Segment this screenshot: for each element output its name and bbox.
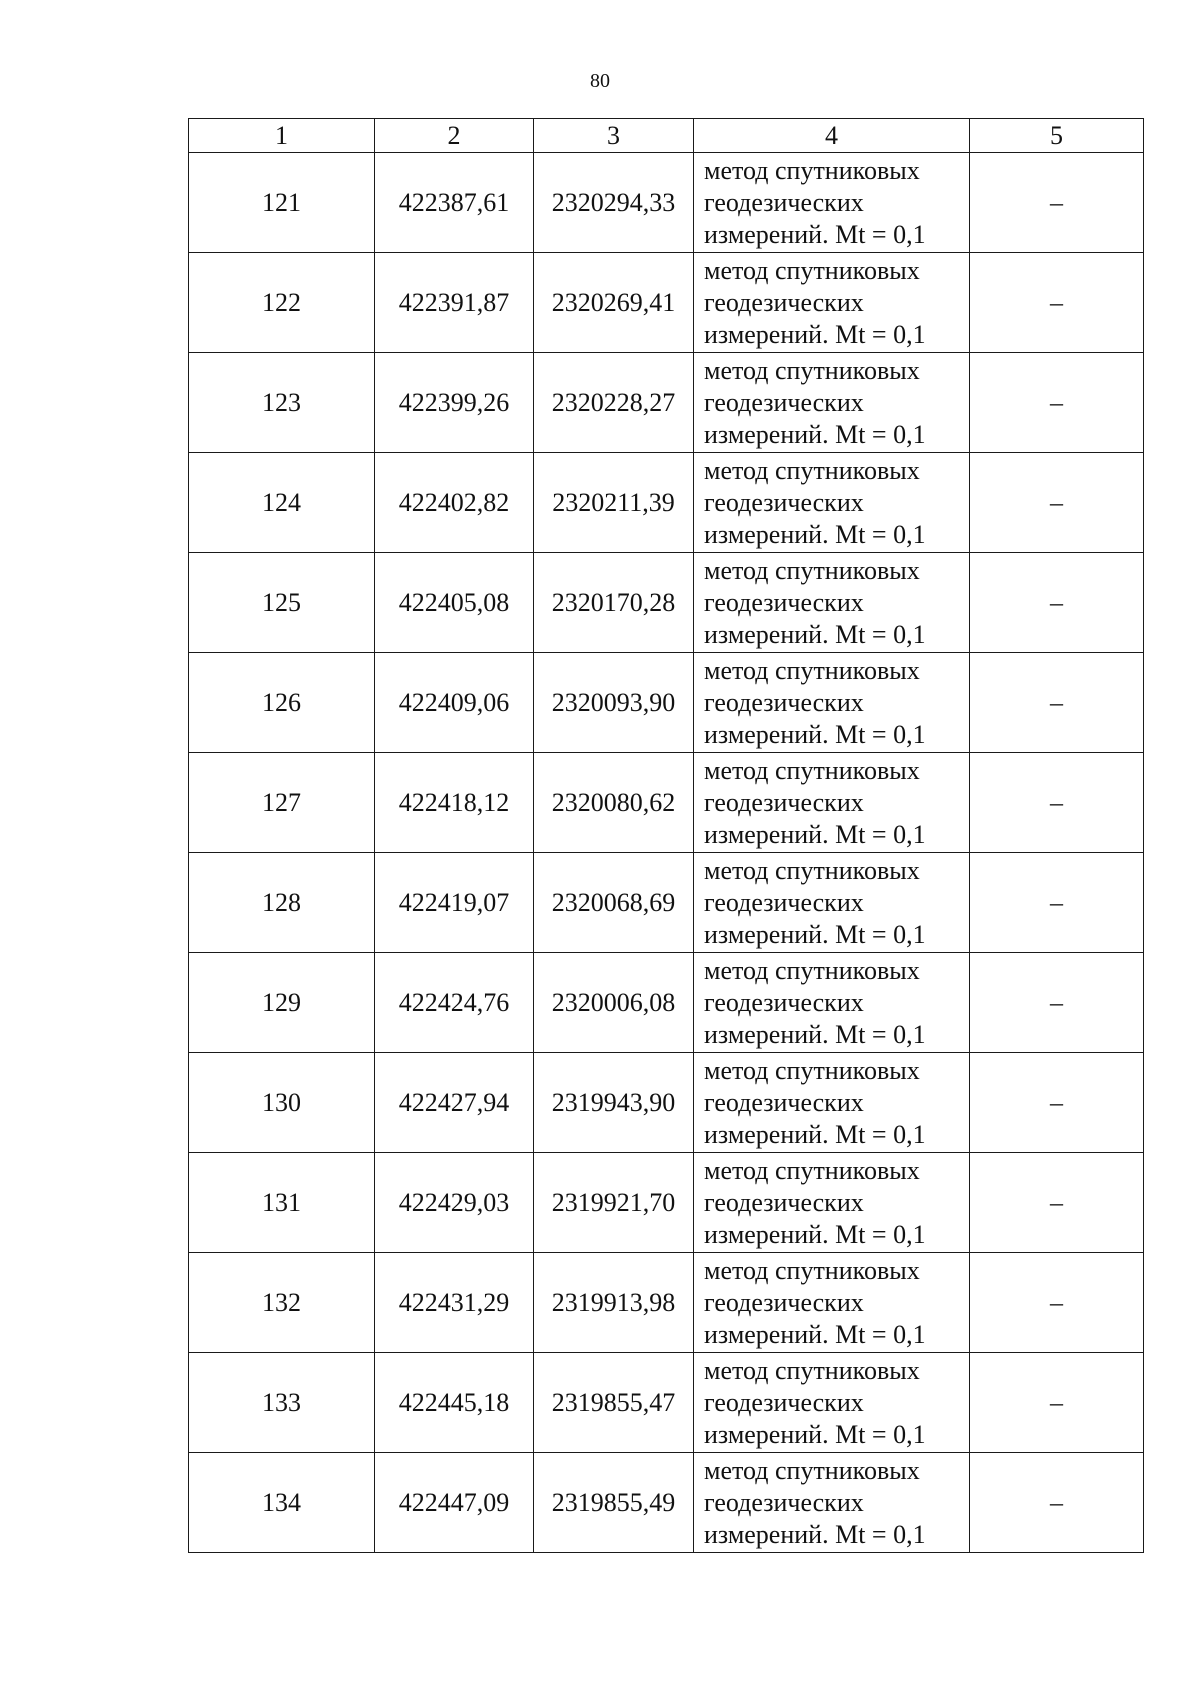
method-line-2: геодезических xyxy=(704,1287,864,1317)
point-number: 128 xyxy=(189,853,375,953)
method-line-1: метод спутниковых xyxy=(704,1255,920,1285)
point-number: 133 xyxy=(189,1353,375,1453)
method-line-2: геодезических xyxy=(704,787,864,817)
coordinate-x: 422431,29 xyxy=(375,1253,534,1353)
note-cell: – xyxy=(970,1453,1144,1553)
method-line-3: измерений. Mt = 0,1 xyxy=(704,1419,926,1449)
coordinate-y: 2320068,69 xyxy=(534,853,694,953)
table-row xyxy=(189,1353,1144,1453)
method-cell xyxy=(694,1453,970,1553)
method-line-1: метод спутниковых xyxy=(704,255,920,285)
page-number: 80 xyxy=(590,70,610,92)
point-number: 127 xyxy=(189,753,375,853)
note-cell: – xyxy=(970,1153,1144,1253)
method-cell xyxy=(694,1053,970,1153)
point-number: 129 xyxy=(189,953,375,1053)
method-line-3: измерений. Mt = 0,1 xyxy=(704,419,926,449)
note-cell: – xyxy=(970,453,1144,553)
method-line-1: метод спутниковых xyxy=(704,855,920,885)
coordinate-x: 422387,61 xyxy=(375,153,534,253)
table-row xyxy=(189,153,1144,253)
coordinate-y: 2320211,39 xyxy=(534,453,694,553)
table-row xyxy=(189,553,1144,653)
method-line-2: геодезических xyxy=(704,187,864,217)
method-line-2: геодезических xyxy=(704,287,864,317)
method-line-3: измерений. Mt = 0,1 xyxy=(704,519,926,549)
coordinate-y: 2319943,90 xyxy=(534,1053,694,1153)
point-number: 132 xyxy=(189,1253,375,1353)
coordinate-x: 422409,06 xyxy=(375,653,534,753)
method-line-3: измерений. Mt = 0,1 xyxy=(704,1519,926,1549)
method-line-3: измерений. Mt = 0,1 xyxy=(704,1319,926,1349)
method-line-2: геодезических xyxy=(704,1387,864,1417)
table-row xyxy=(189,953,1144,1053)
note-cell: – xyxy=(970,253,1144,353)
method-cell xyxy=(694,753,970,853)
coordinate-x: 422447,09 xyxy=(375,1453,534,1553)
coordinate-y: 2320294,33 xyxy=(534,153,694,253)
note-cell: – xyxy=(970,953,1144,1053)
method-line-1: метод спутниковых xyxy=(704,755,920,785)
table-row xyxy=(189,353,1144,453)
method-cell xyxy=(694,353,970,453)
point-number: 130 xyxy=(189,1053,375,1153)
method-line-1: метод спутниковых xyxy=(704,1155,920,1185)
point-number: 125 xyxy=(189,553,375,653)
table-row xyxy=(189,1153,1144,1253)
method-line-3: измерений. Mt = 0,1 xyxy=(704,1219,926,1249)
column-header-3: 3 xyxy=(534,119,694,153)
method-line-3: измерений. Mt = 0,1 xyxy=(704,1019,926,1049)
coordinate-y: 2320080,62 xyxy=(534,753,694,853)
note-cell: – xyxy=(970,153,1144,253)
column-header-4: 4 xyxy=(694,119,970,153)
method-cell xyxy=(694,253,970,353)
table-row xyxy=(189,253,1144,353)
point-number: 122 xyxy=(189,253,375,353)
method-cell xyxy=(694,1153,970,1253)
method-line-1: метод спутниковых xyxy=(704,155,920,185)
table-row xyxy=(189,853,1144,953)
coordinate-x: 422429,03 xyxy=(375,1153,534,1253)
method-line-1: метод спутниковых xyxy=(704,455,920,485)
method-line-1: метод спутниковых xyxy=(704,955,920,985)
coordinate-x: 422427,94 xyxy=(375,1053,534,1153)
table-row xyxy=(189,753,1144,853)
method-line-2: геодезических xyxy=(704,587,864,617)
coordinate-y: 2320170,28 xyxy=(534,553,694,653)
method-line-1: метод спутниковых xyxy=(704,1055,920,1085)
column-header-5: 5 xyxy=(970,119,1144,153)
point-number: 126 xyxy=(189,653,375,753)
method-line-3: измерений. Mt = 0,1 xyxy=(704,219,926,249)
header-row xyxy=(189,119,1144,153)
method-line-2: геодезических xyxy=(704,1187,864,1217)
note-cell: – xyxy=(970,753,1144,853)
method-line-3: измерений. Mt = 0,1 xyxy=(704,819,926,849)
method-cell xyxy=(694,653,970,753)
method-line-2: геодезических xyxy=(704,887,864,917)
method-cell xyxy=(694,553,970,653)
method-line-2: геодезических xyxy=(704,1487,864,1517)
table-row xyxy=(189,1253,1144,1353)
coordinate-x: 422424,76 xyxy=(375,953,534,1053)
method-line-3: измерений. Mt = 0,1 xyxy=(704,1119,926,1149)
note-cell: – xyxy=(970,653,1144,753)
method-cell xyxy=(694,1353,970,1453)
method-cell xyxy=(694,453,970,553)
table-row xyxy=(189,1053,1144,1153)
point-number: 121 xyxy=(189,153,375,253)
column-header-2: 2 xyxy=(375,119,534,153)
coordinate-x: 422418,12 xyxy=(375,753,534,853)
method-cell xyxy=(694,153,970,253)
coordinate-x: 422405,08 xyxy=(375,553,534,653)
method-line-1: метод спутниковых xyxy=(704,1355,920,1385)
coordinate-y: 2320269,41 xyxy=(534,253,694,353)
coordinate-y: 2319855,49 xyxy=(534,1453,694,1553)
method-line-2: геодезических xyxy=(704,987,864,1017)
point-number: 124 xyxy=(189,453,375,553)
point-number: 134 xyxy=(189,1453,375,1553)
coordinate-x: 422402,82 xyxy=(375,453,534,553)
method-line-3: измерений. Mt = 0,1 xyxy=(704,919,926,949)
coordinate-y: 2320006,08 xyxy=(534,953,694,1053)
method-line-2: геодезических xyxy=(704,487,864,517)
method-line-1: метод спутниковых xyxy=(704,355,920,385)
note-cell: – xyxy=(970,353,1144,453)
method-line-2: геодезических xyxy=(704,687,864,717)
method-line-3: измерений. Mt = 0,1 xyxy=(704,719,926,749)
note-cell: – xyxy=(970,853,1144,953)
method-line-2: геодезических xyxy=(704,387,864,417)
method-cell xyxy=(694,853,970,953)
note-cell: – xyxy=(970,1253,1144,1353)
note-cell: – xyxy=(970,1053,1144,1153)
table-row xyxy=(189,653,1144,753)
coordinates-table xyxy=(188,118,1144,1553)
point-number: 123 xyxy=(189,353,375,453)
table-row xyxy=(189,1453,1144,1553)
coordinate-y: 2319855,47 xyxy=(534,1353,694,1453)
coordinate-x: 422399,26 xyxy=(375,353,534,453)
note-cell: – xyxy=(970,553,1144,653)
coordinate-y: 2319921,70 xyxy=(534,1153,694,1253)
coordinate-y: 2319913,98 xyxy=(534,1253,694,1353)
coordinate-y: 2320093,90 xyxy=(534,653,694,753)
coordinate-x: 422419,07 xyxy=(375,853,534,953)
coordinate-x: 422391,87 xyxy=(375,253,534,353)
method-line-3: измерений. Mt = 0,1 xyxy=(704,619,926,649)
method-cell xyxy=(694,1253,970,1353)
note-cell: – xyxy=(970,1353,1144,1453)
method-line-1: метод спутниковых xyxy=(704,655,920,685)
method-cell xyxy=(694,953,970,1053)
method-line-1: метод спутниковых xyxy=(704,555,920,585)
column-header-1: 1 xyxy=(189,119,375,153)
method-line-3: измерений. Mt = 0,1 xyxy=(704,319,926,349)
table-row xyxy=(189,453,1144,553)
point-number: 131 xyxy=(189,1153,375,1253)
method-line-2: геодезических xyxy=(704,1087,864,1117)
coordinate-x: 422445,18 xyxy=(375,1353,534,1453)
method-line-1: метод спутниковых xyxy=(704,1455,920,1485)
coordinate-y: 2320228,27 xyxy=(534,353,694,453)
